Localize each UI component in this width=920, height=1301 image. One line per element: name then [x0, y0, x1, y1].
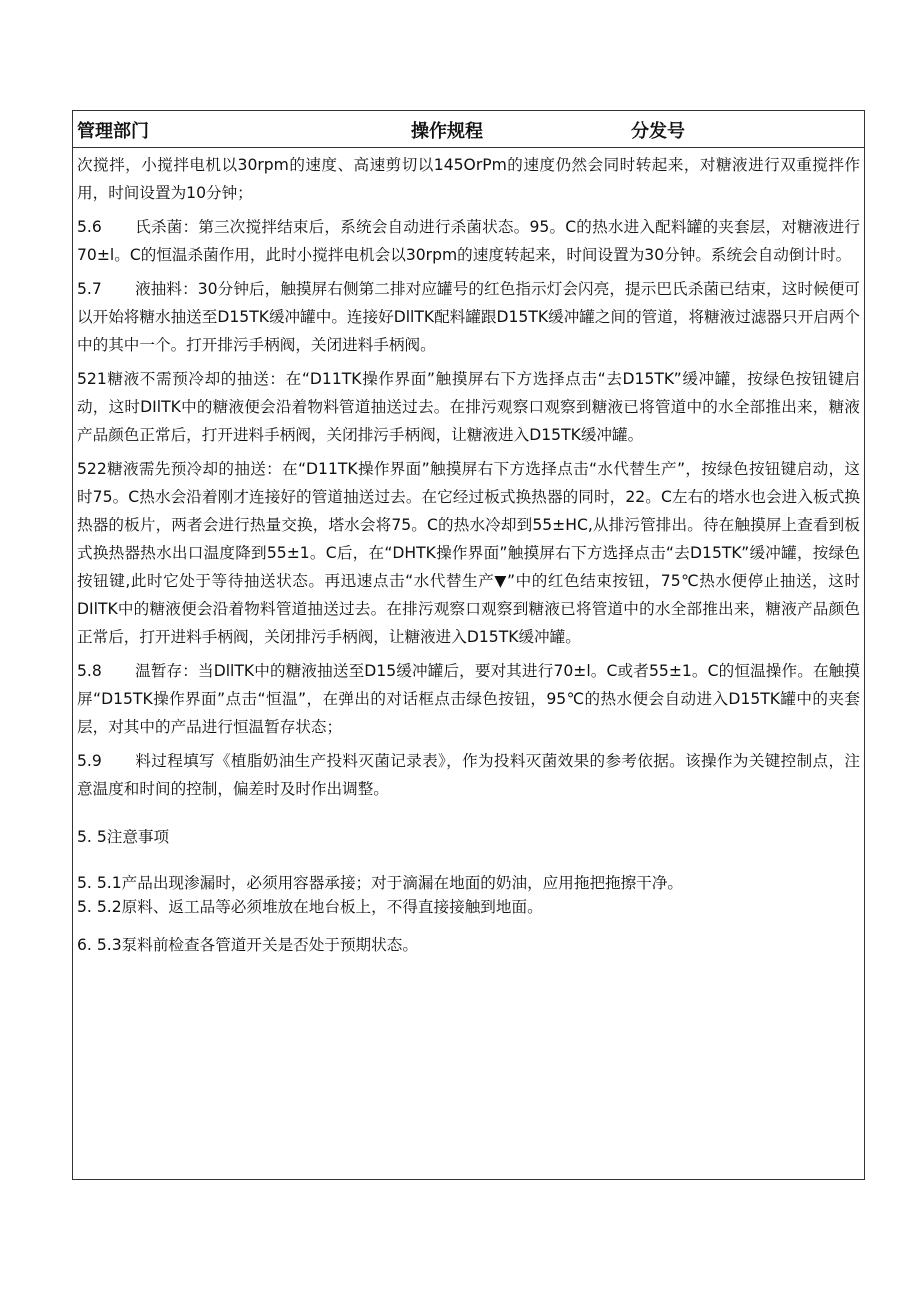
header-title: 操作规程: [411, 121, 483, 142]
section-number: 5.7: [77, 280, 102, 298]
paragraph-521: 521糖液不需预冷却的抽送：在“D11TK操作界面”触摸屏右下方选择点击“去D15TK”缓冲罐，按绿色按钮键启动，这时DIlTK中的糖液便会沿着物料管道抽送过去。在排污观察口观察到糖液已将管道中的水全部推出来，糖液产品颜色正常后，打开进料手柄阀，关闭排污手柄阀，让糖液进入D15TK缓冲罐。: [77, 370, 860, 444]
note-item: 6. 5.3泵料前检查各管道开关是否处于预期状态。: [77, 936, 418, 954]
paragraph-5-9: 5.9 料过程填写《植脂奶油生产投料灭菌记录表》，作为投料灭菌效果的参考依据。该操作为关键控制点，注意温度和时间的控制，偏差时及时作出调整。: [77, 747, 860, 803]
paragraph-5-7: 5.7 液抽料：30分钟后，触摸屏右侧第二排对应罐号的红色指示灯会闪亮，提示巴氏杀菌已结束，这时候便可以开始将糖水抽送至D15TK缓冲罐中。连接好DllTK配料罐跟D15TK缓冲罐之间的管道，将糖液过滤器只开启两个中的其中一个。打开排污手柄阀，关闭进料手柄阀。: [77, 275, 860, 359]
paragraph-continuation: 次搅拌，小搅拌电机以30rpm的速度、高速剪切以145OrPm的速度仍然会同时转起来，对糖液进行双重搅拌作用，时间设置为10分钟；: [77, 156, 860, 202]
header-dept-label: 管理部门: [77, 121, 149, 142]
document-body: [77, 151, 860, 957]
note-item: 5. 5.1产品出现渗漏时，必须用容器承接；对于滴漏在地面的奶油，应用拖把拖擦干净。: [77, 874, 684, 892]
note-item: 5. 5.2原料、返工品等必须堆放在地台板上，不得直接接触到地面。: [77, 898, 543, 916]
section-number: 5.6: [77, 218, 102, 236]
document-frame: [72, 110, 865, 1180]
paragraph-5-8: 5.8 温暂存：当DllTK中的糖液抽送至D15缓冲罐后，要对其进行70±l。C或者55±1。C的恒温操作。在触摸屏“D15TK操作界面”点击“恒温”，在弹出的对话框点击绿色按钮，95℃的热水便会自动进入D15TK罐中的夹套层，对其中的产品进行恒温暂存状态；: [77, 657, 860, 741]
notes-heading: 5. 5注意事项: [77, 828, 170, 846]
header-issue-label: 分发号: [631, 121, 685, 142]
section-number: 5.8: [77, 662, 102, 680]
header-divider: [73, 147, 864, 148]
section-number: 5.9: [77, 752, 102, 770]
paragraph-522: 522糖液需先预冷却的抽送：在“D11TK操作界面”触摸屏右下方选择点击“水代替生产”，按绿色按钮键启动，这时75。C热水会沿着刚才连接好的管道抽送过去。在它经过板式换热器的同时，22。C左右的塔水也会进入板式换热器的板片，两者会进行热量交换，塔水会将75。C的热水冷却到55±HC,从排污管排出。待在触摸屏上查看到板式换热器热水出口温度降到55±1。C后，在“DHTK操作界面”触摸屏右下方选择点击“去D15TK”缓冲罐，按绿色按钮键,此时它处于等待抽送状态。再迅速点击“水代替生产▼”中的红色结束按钮，75℃热水便停止抽送，这时DIlTK中的糖液便会沿着物料管道抽送过去。在排污观察口观察到糖液已将管道中的水全部推出来，糖液产品颜色正常后，打开进料手柄阀，关闭排污手柄阀，让糖液进入D15TK缓冲罐。: [77, 460, 860, 646]
paragraph-5-6: 5.6 氏杀菌：第三次搅拌结束后，系统会自动进行杀菌状态。95。C的热水进入配料罐的夹套层，对糖液进行70±l。C的恒温杀菌作用，此时小搅拌电机会以30rpm的速度转起来，时间设置为30分钟。系统会自动倒计时。: [77, 213, 860, 269]
